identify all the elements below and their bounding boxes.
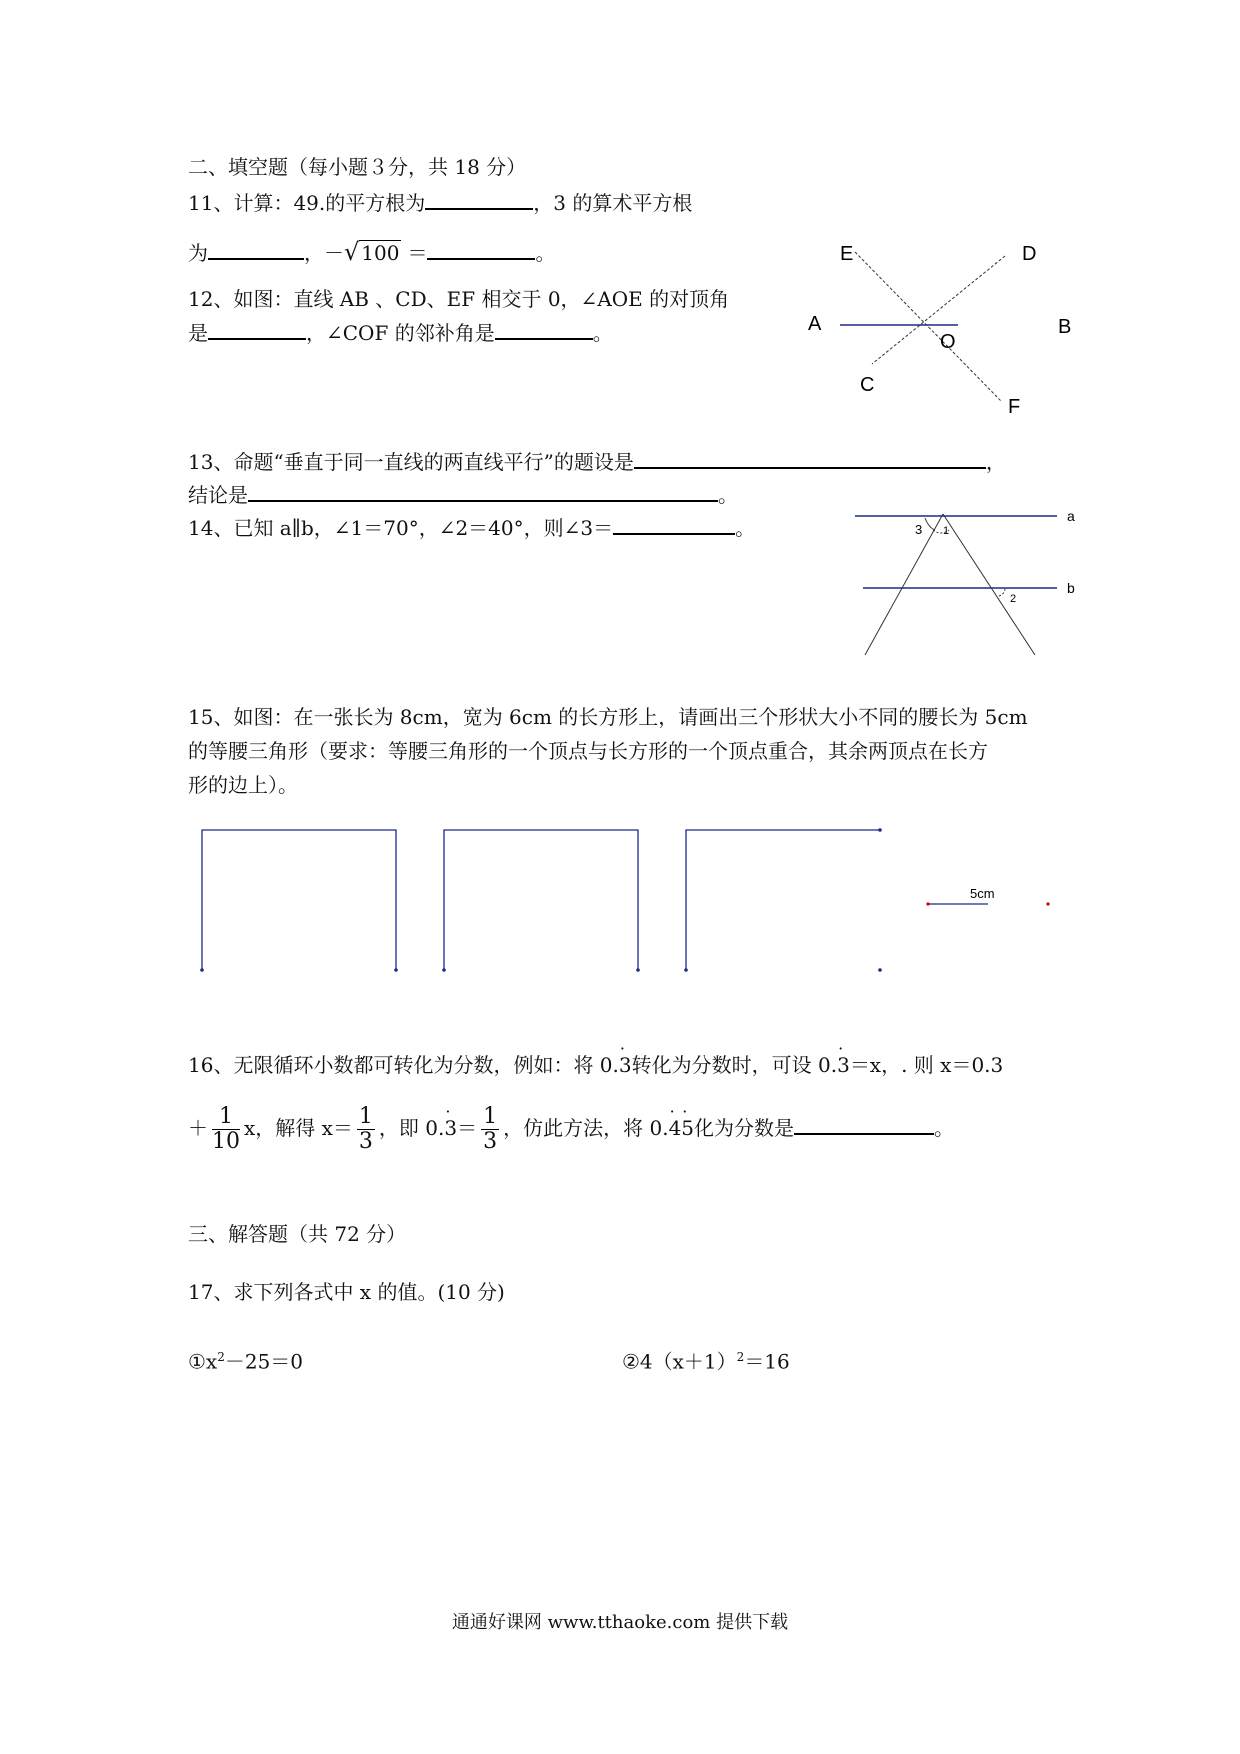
- q16-text-1c: ＝x，. 则 x＝0.3: [849, 1053, 1004, 1077]
- angle-3-label: 3: [915, 522, 923, 537]
- q11-text-2d: 。: [535, 241, 556, 265]
- eq1-right: －25＝0: [224, 1349, 304, 1374]
- rectangle-3: [684, 828, 882, 972]
- angle-1-label: 1: [943, 525, 950, 537]
- frac-numerator: 1: [212, 1105, 240, 1130]
- question-12-line-2: [188, 318, 613, 346]
- q16-text-t3: ＝: [457, 1116, 478, 1140]
- frac-denominator: 3: [483, 1129, 498, 1154]
- frac-numerator: 1: [483, 1104, 498, 1129]
- q13-text-1: 13、命题“垂直于同一直线的两直线平行”的题设是: [188, 450, 634, 474]
- rectangle-1: [200, 830, 398, 972]
- frac-numerator: 1: [358, 1104, 373, 1129]
- q13-text-2: 结论是: [188, 483, 248, 507]
- question-12-line-1: 12、如图：直线 AB 、CD、EF 相交于 0，∠AOE 的对顶角: [188, 287, 730, 311]
- q16-text-t1: x，解得 x＝: [244, 1116, 353, 1140]
- q16-text-t4: ，仿此方法，将 0.: [503, 1116, 669, 1140]
- q12-text-2b: ，∠COF 的邻补角是: [306, 321, 495, 345]
- label-a: A: [808, 313, 822, 335]
- q12-text-2a: 是: [188, 321, 208, 345]
- rectangle-2: [442, 830, 640, 972]
- section-3-title: 三、解答题（共 72 分）: [188, 1222, 407, 1246]
- question-16-line-2: [188, 1098, 954, 1158]
- question-15-line-3: 形的边上）。: [188, 773, 298, 797]
- eq1-exponent: 2: [217, 1350, 225, 1364]
- q15-rectangles-figure: [190, 822, 1070, 1022]
- question-15-line-2: 的等腰三角形（要求：等腰三角形的一个顶点与长方形的一个顶点重合，其余两顶点在长方: [188, 739, 988, 763]
- transversal-left: [865, 514, 943, 655]
- label-f: F: [1008, 396, 1021, 418]
- q14-text: 14、已知 a∥b，∠1＝70°，∠2＝40°，则∠3＝: [188, 516, 614, 540]
- q13-blank-2[interactable]: [248, 480, 718, 502]
- equation-1: [188, 1344, 303, 1375]
- q11-text-2a: 为: [188, 241, 208, 265]
- label-b: B: [1058, 316, 1072, 338]
- q12-intersecting-lines-figure: [790, 230, 1090, 425]
- label-b-line: b: [1067, 580, 1075, 596]
- angle-3-arc: [925, 518, 935, 530]
- scale-segment: [926, 886, 1049, 906]
- label-o: O: [940, 331, 956, 353]
- question-13-line-2: [188, 480, 738, 508]
- q16-blank[interactable]: [794, 1113, 934, 1135]
- q11-blank-3[interactable]: [427, 238, 535, 260]
- section-2-title: 二、填空题（每小题３分，共 18 分）: [188, 155, 527, 179]
- equation-2: [622, 1344, 790, 1375]
- q11-text: 11、计算：49.的平方根为: [188, 191, 426, 215]
- eq2-left: ②4（x＋1）: [622, 1349, 737, 1374]
- q11-text-2b: ，－: [304, 241, 344, 265]
- fraction-1-3-a: [357, 1105, 375, 1154]
- q12-text-2c: 。: [592, 321, 613, 345]
- question-16-line-1: [188, 1052, 1003, 1078]
- q12-blank-1[interactable]: [208, 318, 306, 340]
- q13-text-2-end: 。: [718, 483, 738, 507]
- fraction-1-10: [212, 1105, 240, 1154]
- q11-text-b: ，3 的算术平方根: [533, 191, 693, 215]
- frac-denominator: 10: [212, 1129, 240, 1154]
- page-footer: 通通好课网 www.tthaoke.com 提供下载: [451, 1612, 789, 1633]
- line-cd: [872, 256, 1005, 364]
- q16-text-t5: 化为分数是: [694, 1116, 795, 1140]
- angle-2-arc: [999, 588, 1005, 596]
- q16-end: 。: [934, 1116, 955, 1140]
- line-ef: [855, 252, 1002, 402]
- q16-text-1a: 16、无限循环小数都可转化为分数，例如：将 0.: [188, 1053, 619, 1077]
- q11-radicand: 100: [361, 241, 400, 265]
- frac-denominator: 3: [358, 1129, 373, 1154]
- q16-repeating-5: · 5: [681, 1098, 694, 1158]
- question-13-line-1: [188, 447, 1006, 475]
- label-e: E: [840, 243, 854, 265]
- q11-text-2c: ＝: [407, 241, 428, 265]
- question-11-line-2: [188, 238, 555, 266]
- question-11-line-1: [188, 188, 692, 216]
- label-d: D: [1022, 243, 1037, 265]
- question-15-line-1: 15、如图：在一张长为 8cm，宽为 6cm 的长方形上，请画出三个形状大小不同的腰长为 5cm: [188, 705, 1028, 729]
- sqrt-sign-icon: √: [344, 238, 360, 266]
- q16-repeating-4: · 4: [669, 1098, 682, 1158]
- q16-text-t2: ，即 0.: [378, 1116, 445, 1140]
- q16-repeating-3-a: · 3: [619, 1052, 632, 1078]
- question-14: [188, 513, 755, 541]
- q14-blank[interactable]: [613, 513, 735, 535]
- eq2-exponent: 2: [736, 1350, 745, 1364]
- q16-plus: ＋: [188, 1116, 208, 1140]
- eq2-right: ＝16: [744, 1349, 790, 1374]
- q16-repeating-3-b: · 3: [837, 1052, 850, 1078]
- label-c: C: [860, 374, 875, 396]
- q11-blank-1[interactable]: [425, 188, 533, 210]
- fraction-1-3-b: [481, 1105, 499, 1154]
- q16-repeating-3-c: · 3: [444, 1098, 457, 1158]
- q16-text-1b: 转化为分数时，可设 0.: [631, 1053, 838, 1077]
- angle-2-label: 2: [1010, 593, 1017, 605]
- q14-end: 。: [735, 516, 756, 540]
- q13-blank-1[interactable]: [634, 447, 986, 469]
- q14-parallel-lines-figure: [845, 500, 1095, 660]
- q11-blank-2[interactable]: [208, 238, 304, 260]
- transversal-right: [943, 514, 1035, 655]
- q13-text-1-end: ，: [985, 450, 1006, 474]
- eq1-left: ①x: [188, 1349, 218, 1374]
- q12-blank-2[interactable]: [495, 318, 593, 340]
- label-a-line: a: [1067, 508, 1075, 524]
- question-17-title: 17、求下列各式中 x 的值。(10 分): [188, 1280, 505, 1304]
- scale-label: 5cm: [970, 886, 995, 901]
